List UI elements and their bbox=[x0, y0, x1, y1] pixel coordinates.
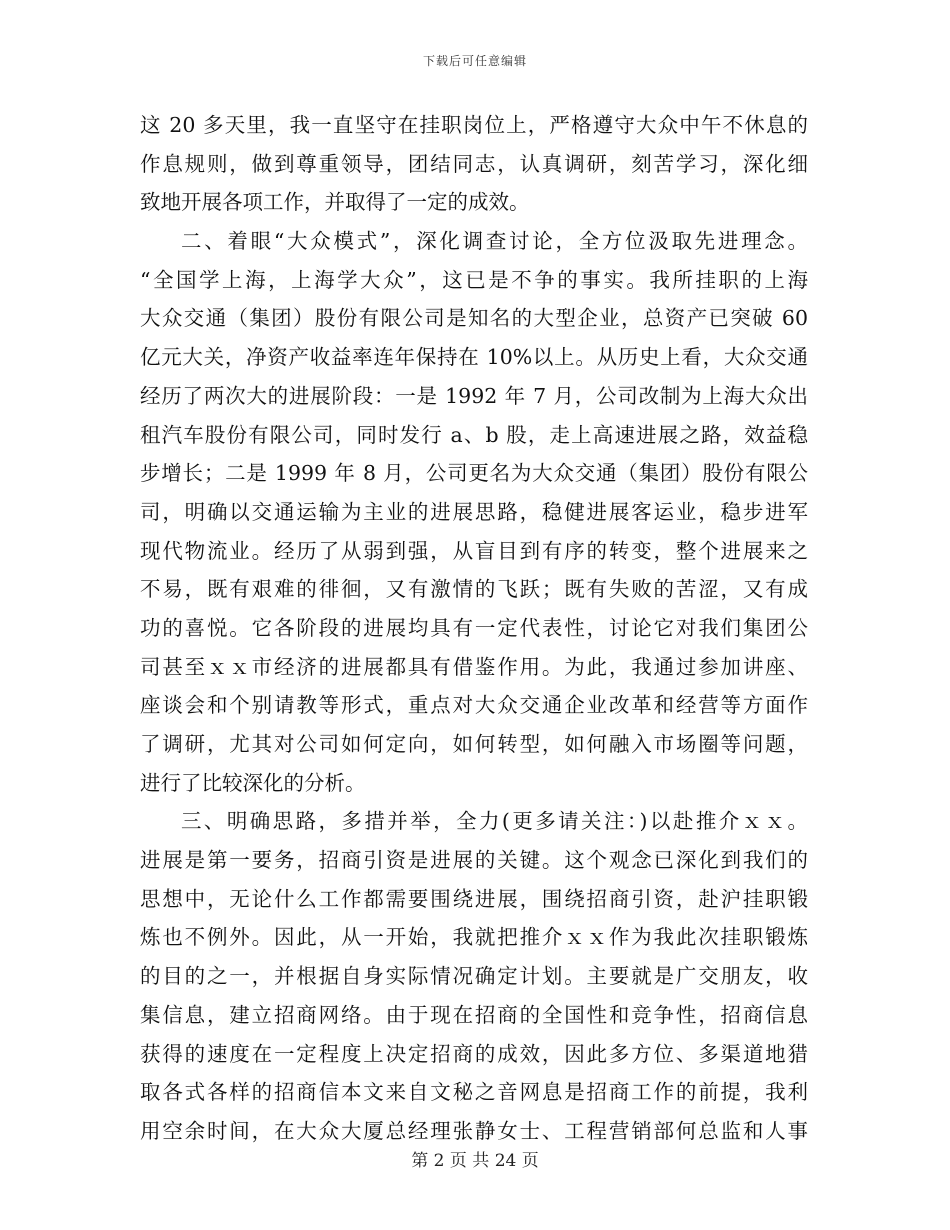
text-line: 炼也不例外。因此，从一开始，我就把推介ｘｘ作为我此次挂职锻炼 bbox=[140, 925, 808, 950]
text-line: 亿元大关，净资产收益率连年保持在 10%以上。从历史上看，大众交通 bbox=[140, 345, 808, 370]
document-body bbox=[140, 106, 808, 1151]
text-line: 功的喜悦。它各阶段的进展均具有一定代表性，讨论它对我们集团公 bbox=[140, 615, 808, 640]
text-line: 租汽车股份有限公司，同时发行 a、b 股，走上高速进展之路，效益稳 bbox=[140, 422, 808, 447]
text-line: 致地开展各项工作，并取得了一定的成效。 bbox=[140, 190, 530, 215]
text-line: 获得的速度在一定程度上决定招商的成效，因此多方位、多渠道地猎 bbox=[140, 1041, 808, 1066]
paragraph bbox=[140, 222, 808, 802]
text-line: 思想中，无论什么工作都需要围绕进展，围绕招商引资，赴沪挂职锻 bbox=[140, 886, 808, 911]
text-line: “全国学上海，上海学大众”，这已是不争的事实。我所挂职的上海 bbox=[140, 267, 808, 292]
text-line: 司甚至ｘｘ市经济的进展都具有借鉴作用。为此，我通过参加讲座、 bbox=[140, 654, 808, 679]
page-header-note: 下载后可任意编辑 bbox=[422, 54, 527, 68]
text-line: 这 20 多天里，我一直坚守在挂职岗位上，严格遵守大众中午不休息的 bbox=[140, 113, 808, 137]
text-line: 进行了比较深化的分析。 bbox=[140, 770, 366, 795]
text-line: 了调研，尤其对公司如何定向，如何转型，如何融入市场圈等问题， bbox=[140, 732, 808, 756]
page-number-footer: 第 2 页 共 24 页 bbox=[411, 1151, 539, 1171]
text-line: 集信息，建立招商网络。由于现在招商的全国性和竞争性，招商信息 bbox=[140, 1002, 808, 1027]
text-line: 经历了两次大的进展阶段：一是 1992 年 7 月，公司改制为上海大众出 bbox=[140, 383, 808, 408]
text-line: 大众交通（集团）股份有限公司是知名的大型企业，总资产已突破 60 bbox=[140, 306, 808, 331]
text-line: 三、明确思路，多措并举，全力(更多请关注：)以赴推介ｘｘ。 bbox=[181, 809, 808, 834]
text-line: 司，明确以交通运输为主业的进展思路，稳健进展客运业，稳步进军 bbox=[140, 499, 808, 524]
text-line: 作息规则，做到尊重领导，团结同志，认真调研，刻苦学习，深化细 bbox=[140, 151, 808, 176]
text-line: 进展是第一要务，招商引资是进展的关键。这个观念已深化到我们的 bbox=[140, 848, 808, 873]
text-line: 用空余时间，在大众大厦总经理张静女士、工程营销部何总监和人事 bbox=[140, 1118, 808, 1143]
text-line: 现代物流业。经历了从弱到强，从盲目到有序的转变，整个进展来之 bbox=[140, 538, 808, 563]
text-line: 的目的之一，并根据自身实际情况确定计划。主要就是广交朋友，收 bbox=[140, 964, 808, 989]
paragraph bbox=[140, 106, 808, 222]
text-line: 二、着眼“大众模式”，深化调查讨论，全方位汲取先进理念。 bbox=[181, 229, 808, 254]
text-line: 座谈会和个别请教等形式，重点对大众交通企业改革和经营等方面作 bbox=[140, 693, 808, 718]
text-line: 不易，既有艰难的徘徊，又有激情的飞跃；既有失败的苦涩，又有成 bbox=[140, 577, 808, 602]
paragraph bbox=[140, 802, 808, 1150]
text-line: 取各式各样的招商信本文来自文秘之音网息是招商工作的前提，我利 bbox=[140, 1080, 808, 1105]
text-line: 步增长；二是 1999 年 8 月，公司更名为大众交通（集团）股份有限公 bbox=[140, 461, 808, 486]
